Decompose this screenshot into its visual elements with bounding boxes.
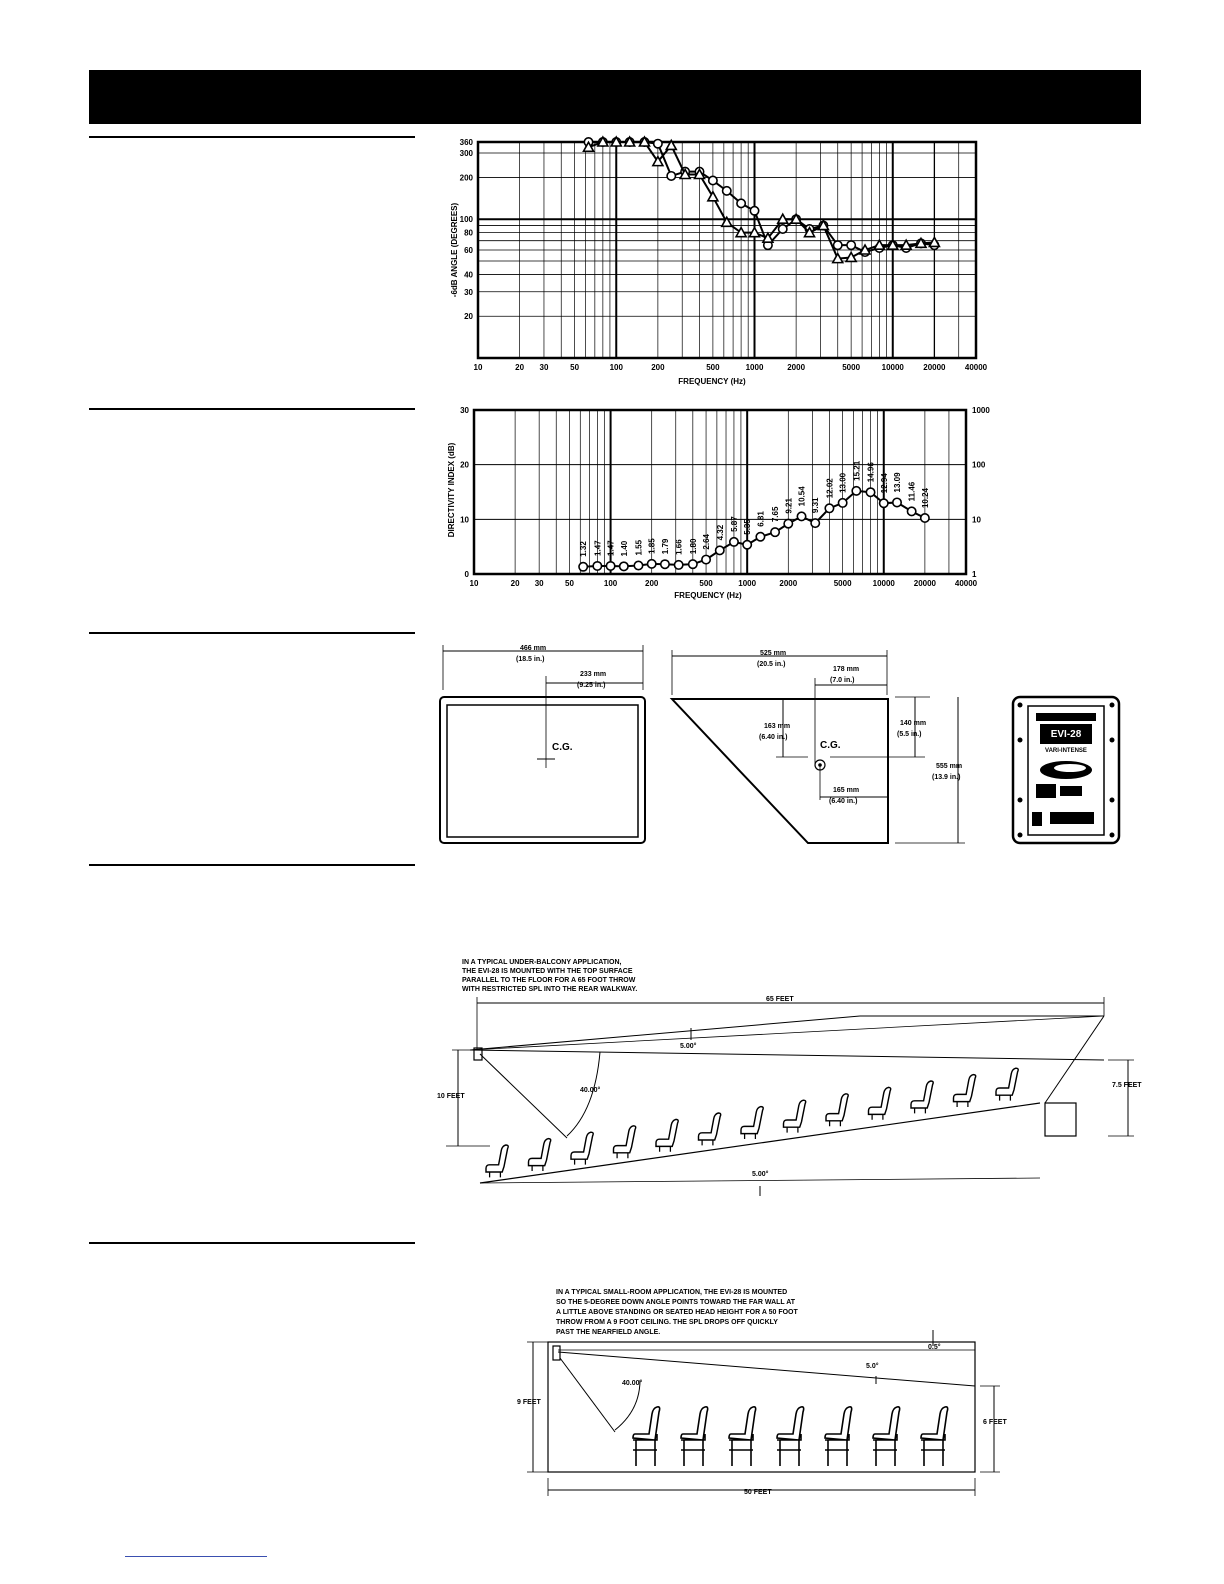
beamwidth-point-circle bbox=[723, 187, 731, 195]
height-label: 555 mm bbox=[936, 763, 963, 770]
directivity-data-label: 5.35 bbox=[743, 519, 753, 535]
beamwidth-xtick: 5000 bbox=[842, 363, 861, 372]
directivity-point bbox=[811, 519, 819, 527]
app2-left-height: 9 FEET bbox=[517, 1399, 541, 1406]
seat-icon bbox=[777, 1407, 804, 1466]
side-cgy-label: 163 mm bbox=[764, 723, 791, 730]
directivity-data-label: 2.64 bbox=[702, 533, 712, 550]
directivity-point bbox=[907, 507, 915, 515]
beamwidth-point-triangle bbox=[708, 192, 718, 201]
directivity-point bbox=[634, 561, 642, 569]
directivity-point bbox=[689, 560, 697, 568]
beamwidth-ytick: 30 bbox=[464, 287, 473, 297]
app2-caption-line4: THROW FROM A 9 FOOT CEILING. THE SPL DROPS OFF QUICKLY bbox=[556, 1319, 778, 1326]
directivity-data-label: 14.96 bbox=[866, 462, 876, 483]
seat-icon bbox=[954, 1075, 976, 1107]
application2-caption bbox=[556, 1289, 798, 1336]
beamwidth-xtick: 500 bbox=[706, 363, 720, 372]
app1-angle-floor: 5.00° bbox=[752, 1171, 769, 1178]
directivity-data-label: 1.55 bbox=[634, 539, 644, 556]
directivity-y2tick: 1 bbox=[972, 570, 977, 579]
front-cg-in-label: (9.25 in.) bbox=[577, 682, 606, 689]
directivity-xtick: 100 bbox=[603, 579, 618, 588]
directivity-xtick: 2000 bbox=[779, 579, 798, 588]
directivity-data-label: 1.80 bbox=[688, 538, 698, 555]
application1-caption bbox=[462, 959, 637, 993]
directivity-data-label: 12.02 bbox=[825, 478, 835, 499]
directivity-data-label: 6.81 bbox=[756, 511, 766, 527]
beamwidth-series bbox=[584, 137, 940, 263]
directivity-chart bbox=[447, 406, 990, 600]
app2-caption-line2: SO THE 5-DEGREE DOWN ANGLE POINTS TOWARD THE FAR WALL AT bbox=[556, 1299, 796, 1306]
directivity-data-label: 15.21 bbox=[852, 460, 862, 481]
side-view-labels bbox=[757, 650, 962, 805]
directivity-point bbox=[593, 562, 601, 570]
directivity-point bbox=[756, 533, 764, 541]
directivity-data-label: 1.47 bbox=[606, 540, 616, 556]
side-depth-in-label: (20.5 in.) bbox=[757, 661, 786, 668]
directivity-ylabel: DIRECTIVITY INDEX (dB) bbox=[447, 442, 456, 538]
beamwidth-xtick: 30 bbox=[539, 363, 549, 372]
beamwidth-point-circle bbox=[847, 241, 855, 249]
app1-angle-wide: 40.00° bbox=[580, 1087, 601, 1094]
seat-icon bbox=[825, 1407, 852, 1466]
seat-icon bbox=[741, 1107, 763, 1139]
directivity-point bbox=[921, 514, 929, 522]
directivity-point bbox=[838, 499, 846, 507]
directivity-xtick: 10 bbox=[469, 579, 479, 588]
beamwidth-point-circle bbox=[834, 241, 842, 249]
beamwidth-xtick: 40000 bbox=[964, 363, 988, 372]
directivity-point bbox=[730, 538, 738, 546]
directivity-point bbox=[648, 560, 656, 568]
seat-icon bbox=[996, 1068, 1018, 1100]
directivity-xtick: 10000 bbox=[872, 579, 895, 588]
beamwidth-ytick: 360 bbox=[459, 138, 473, 147]
beamwidth-xtick: 100 bbox=[609, 363, 623, 372]
beamwidth-xlabel: FREQUENCY (Hz) bbox=[678, 377, 746, 386]
directivity-point bbox=[661, 560, 669, 568]
app1-right-height: 7.5 FEET bbox=[1112, 1082, 1142, 1089]
directivity-point bbox=[893, 498, 901, 506]
seat-icon bbox=[614, 1126, 636, 1158]
beamwidth-series-line bbox=[589, 142, 935, 259]
seat-icon bbox=[784, 1100, 806, 1132]
side-depth-label: 525 mm bbox=[760, 650, 787, 657]
seat-icon bbox=[699, 1113, 721, 1145]
directivity-y2tick: 10 bbox=[972, 515, 981, 525]
directivity-data-label: 13.09 bbox=[893, 472, 903, 493]
beamwidth-point-circle bbox=[737, 199, 745, 207]
directivity-data-label: 12.94 bbox=[879, 473, 889, 494]
beamwidth-xtick: 20 bbox=[515, 363, 525, 372]
application2-diagram bbox=[517, 1289, 1007, 1496]
beamwidth-xtick: 10 bbox=[473, 363, 483, 372]
product-label-plate bbox=[1013, 697, 1119, 843]
app2-angle-down: 5.0° bbox=[866, 1363, 879, 1370]
directivity-point bbox=[771, 528, 779, 536]
app1-caption-line3: PARALLEL TO THE FLOOR FOR A 65 FOOT THROW bbox=[462, 977, 636, 984]
directivity-point bbox=[620, 562, 628, 570]
directivity-xtick: 50 bbox=[565, 579, 574, 588]
side-top-in-label: (5.5 in.) bbox=[897, 731, 922, 738]
directivity-y2tick-labels bbox=[972, 406, 990, 579]
seat-icon bbox=[656, 1119, 678, 1151]
directivity-point bbox=[702, 555, 710, 563]
beamwidth-ytick-labels bbox=[460, 138, 474, 321]
directivity-point bbox=[825, 504, 833, 512]
directivity-data-label: 9.31 bbox=[811, 497, 821, 514]
directivity-data-label: 1.32 bbox=[579, 541, 589, 557]
beamwidth-xtick: 2000 bbox=[787, 363, 806, 372]
app2-angle-wide: 40.00° bbox=[622, 1380, 643, 1387]
app1-caption-line1: IN A TYPICAL UNDER-BALCONY APPLICATION, bbox=[462, 959, 622, 966]
height-in-label: (13.9 in.) bbox=[932, 774, 961, 781]
app2-angle-top: 0.5° bbox=[928, 1344, 941, 1351]
app2-length: 50 FEET bbox=[744, 1489, 772, 1496]
directivity-data-label: 11.46 bbox=[907, 481, 917, 502]
seat-icon bbox=[921, 1407, 948, 1466]
directivity-data-label: 4.32 bbox=[715, 524, 725, 541]
app2-caption-line3: A LITTLE ABOVE STANDING OR SEATED HEAD HEIGHT FOR A 50 FOOT bbox=[556, 1309, 798, 1316]
front-width-in-label: (18.5 in.) bbox=[516, 656, 545, 663]
directivity-ytick-labels bbox=[460, 406, 469, 579]
directivity-xtick: 200 bbox=[645, 579, 659, 588]
directivity-point bbox=[797, 512, 805, 520]
beamwidth-point-circle bbox=[709, 176, 717, 184]
beamwidth-ytick: 100 bbox=[459, 215, 473, 225]
app1-caption-line2: THE EVI-28 IS MOUNTED WITH THE TOP SURFACE bbox=[462, 968, 633, 975]
side-top-label: 140 mm bbox=[900, 720, 927, 727]
directivity-y2tick: 1000 bbox=[972, 406, 990, 415]
beamwidth-ytick: 200 bbox=[459, 173, 473, 183]
beamwidth-ytick: 40 bbox=[464, 270, 473, 280]
directivity-data-label: 5.87 bbox=[729, 516, 739, 532]
directivity-data-label: 1.40 bbox=[619, 540, 629, 557]
beamwidth-xtick: 50 bbox=[570, 363, 580, 372]
beamwidth-xtick: 1000 bbox=[745, 363, 764, 372]
directivity-data-label: 13.00 bbox=[838, 472, 848, 493]
beamwidth-point-circle bbox=[654, 139, 662, 147]
directivity-point bbox=[743, 541, 751, 549]
directivity-xtick: 40000 bbox=[954, 579, 978, 588]
plate-brand: VARI-INTENSE bbox=[1045, 748, 1087, 754]
directivity-data-label: 10.24 bbox=[920, 487, 930, 509]
front-view-drawing bbox=[440, 645, 645, 843]
side-cg-bottom-in-label: (6.40 in.) bbox=[829, 798, 858, 805]
front-view-labels bbox=[516, 645, 606, 753]
directivity-xtick-labels bbox=[470, 579, 978, 588]
seat-icon bbox=[873, 1407, 900, 1466]
directivity-point bbox=[866, 488, 874, 496]
beamwidth-point-circle bbox=[667, 172, 675, 180]
seat-icon bbox=[869, 1087, 891, 1119]
directivity-point bbox=[880, 499, 888, 507]
directivity-ytick: 10 bbox=[460, 515, 469, 525]
application1-diagram bbox=[437, 959, 1142, 1196]
directivity-xtick: 5000 bbox=[833, 579, 852, 588]
directivity-ytick: 0 bbox=[464, 570, 469, 579]
directivity-point bbox=[716, 546, 724, 554]
directivity-data-label: 1.79 bbox=[660, 538, 670, 555]
directivity-y2tick: 100 bbox=[972, 460, 986, 470]
seat-icon bbox=[911, 1081, 933, 1113]
app2-caption-line5: PAST THE NEARFIELD ANGLE. bbox=[556, 1329, 661, 1336]
directivity-xtick: 20000 bbox=[913, 579, 937, 588]
directivity-xtick: 30 bbox=[534, 579, 544, 588]
seat-icon bbox=[633, 1407, 660, 1466]
front-cg-mark: C.G. bbox=[552, 742, 573, 753]
beamwidth-ytick: 300 bbox=[459, 148, 473, 158]
beamwidth-xtick: 20000 bbox=[923, 363, 946, 372]
beamwidth-xtick: 10000 bbox=[881, 363, 904, 372]
seat-icon bbox=[529, 1139, 551, 1171]
seat-icon bbox=[571, 1132, 593, 1164]
beamwidth-xtick-labels bbox=[474, 363, 988, 372]
seat-icon bbox=[826, 1094, 848, 1126]
side-cg-bottom-label: 165 mm bbox=[833, 787, 860, 794]
directivity-ytick: 30 bbox=[460, 406, 469, 415]
app2-right-height: 6 FEET bbox=[983, 1419, 1007, 1426]
app1-throw: 65 FEET bbox=[766, 996, 794, 1003]
side-cgx-label: 178 mm bbox=[833, 666, 860, 673]
beamwidth-xtick: 200 bbox=[651, 363, 665, 372]
directivity-xtick: 1000 bbox=[738, 579, 757, 588]
beamwidth-point-circle bbox=[750, 207, 758, 215]
plate-model: EVI-28 bbox=[1050, 729, 1082, 740]
directivity-xtick: 500 bbox=[699, 579, 713, 588]
directivity-point bbox=[852, 487, 860, 495]
directivity-data-label: 7.65 bbox=[771, 506, 781, 523]
side-cgy-in-label: (6.40 in.) bbox=[759, 734, 788, 741]
beamwidth-ytick: 20 bbox=[464, 312, 473, 322]
beamwidth-chart bbox=[450, 137, 988, 386]
directivity-point bbox=[674, 561, 682, 569]
seat-icon bbox=[681, 1407, 708, 1466]
app1-caption-line4: WITH RESTRICTED SPL INTO THE REAR WALKWAY. bbox=[462, 986, 638, 993]
directivity-ytick: 20 bbox=[460, 460, 469, 470]
beamwidth-ylabel: -6dB ANGLE (DEGREES) bbox=[450, 202, 459, 298]
beamwidth-grid bbox=[478, 142, 976, 358]
directivity-data-label: 1.47 bbox=[593, 540, 603, 556]
directivity-point bbox=[606, 562, 614, 570]
directivity-data-label: 1.85 bbox=[647, 538, 657, 554]
app1-left-height: 10 FEET bbox=[437, 1093, 465, 1100]
directivity-xtick: 20 bbox=[510, 579, 520, 588]
beamwidth-ytick: 60 bbox=[464, 246, 473, 255]
directivity-xlabel: FREQUENCY (Hz) bbox=[674, 591, 742, 600]
app2-caption-line1: IN A TYPICAL SMALL-ROOM APPLICATION, THE EVI-28 IS MOUNTED bbox=[556, 1289, 788, 1296]
beamwidth-point-circle bbox=[779, 225, 787, 233]
application2-seats bbox=[633, 1407, 948, 1466]
seat-icon bbox=[729, 1407, 756, 1466]
front-cg-label: 233 mm bbox=[580, 671, 607, 678]
beamwidth-ytick: 80 bbox=[464, 228, 473, 238]
side-cgx-in-label: (7.0 in.) bbox=[830, 677, 855, 684]
side-cg-mark: C.G. bbox=[820, 740, 841, 751]
directivity-data-label: 9.21 bbox=[784, 498, 794, 514]
directivity-data-label: 1.66 bbox=[674, 539, 684, 555]
app1-angle-top: 5.00° bbox=[680, 1043, 697, 1050]
front-width-label: 466 mm bbox=[520, 645, 547, 652]
directivity-point bbox=[784, 519, 792, 527]
directivity-data-label: 10.54 bbox=[797, 486, 807, 507]
seat-icon bbox=[486, 1145, 508, 1177]
application1-seats bbox=[486, 1068, 1018, 1177]
directivity-point bbox=[579, 563, 587, 571]
side-view-drawing bbox=[672, 650, 965, 843]
